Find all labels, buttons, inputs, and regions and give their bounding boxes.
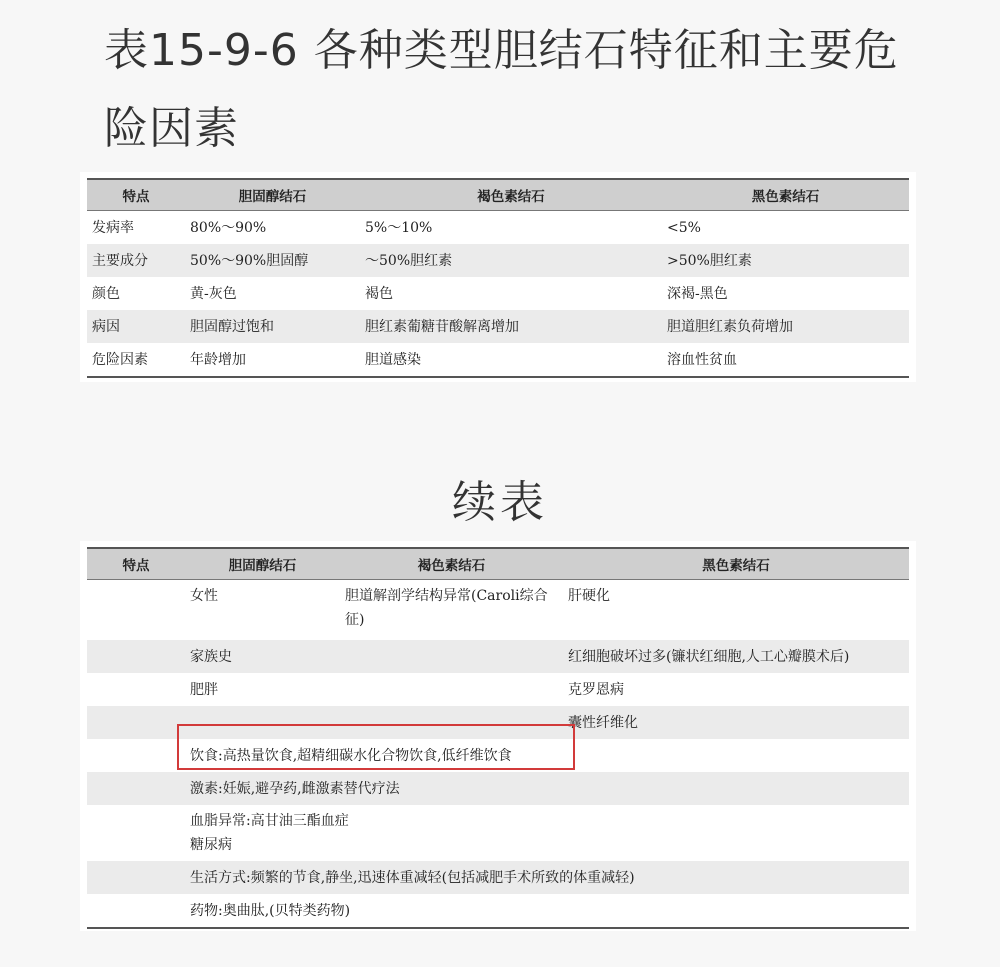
cell-diet-factor: 饮食:高热量饮食,超精细碳水化合物饮食,低纤维饮食 xyxy=(190,747,512,764)
cell-cholesterol: 50%～90%胆固醇 xyxy=(185,244,360,277)
cell-cholesterol: 年龄增加 xyxy=(185,343,360,377)
table-row xyxy=(87,640,909,673)
table-row xyxy=(87,310,909,343)
cell-cholesterol: 家族史 xyxy=(185,640,340,673)
cell-black: 胆道胆红素负荷增加 xyxy=(662,310,909,343)
table-header-row xyxy=(87,548,909,580)
table-row xyxy=(87,861,909,894)
cell-brown: ～50%胆红素 xyxy=(360,244,662,277)
table-row xyxy=(87,343,909,377)
cell-lipid-factor xyxy=(185,805,909,861)
cell-brown: 胆道解剖学结构异常(Caroli综合征) xyxy=(345,588,548,628)
cell-black: 克罗恩病 xyxy=(568,681,624,698)
header-feature: 特点 xyxy=(87,548,185,580)
header-cholesterol: 胆固醇结石 xyxy=(185,179,360,211)
header-feature: 特点 xyxy=(87,179,185,211)
cell-feature xyxy=(87,673,185,706)
cell-brown xyxy=(340,640,563,673)
table-row xyxy=(87,805,909,861)
cell-brown xyxy=(340,673,563,706)
cell-cholesterol: 80%～90% xyxy=(190,219,267,236)
table-row xyxy=(87,673,909,706)
table-row xyxy=(87,894,909,928)
cell-feature: 颜色 xyxy=(92,285,120,302)
cell-line: 血脂异常:高甘油三酯血症 xyxy=(190,813,349,829)
cell-black: >50%胆红素 xyxy=(662,244,909,277)
page-title: 表15-9-6 各种类型胆结石特征和主要危险因素 xyxy=(104,25,899,154)
table-row xyxy=(87,211,909,245)
cell-black: <5% xyxy=(667,219,701,236)
cell-cholesterol: 胆固醇过饱和 xyxy=(185,310,360,343)
cell-black: 红细胞破坏过多(镰状红细胞,人工心瓣膜术后) xyxy=(563,640,909,673)
cell-feature: 主要成分 xyxy=(87,244,185,277)
highlight-box xyxy=(177,724,575,770)
table-row xyxy=(87,277,909,310)
cell-feature xyxy=(87,772,185,805)
cell-feature: 病因 xyxy=(87,310,185,343)
cell-drug-factor: 药物:奥曲肽,(贝特类药物) xyxy=(185,894,909,928)
cell-brown: 胆道感染 xyxy=(360,343,662,377)
header-cholesterol: 胆固醇结石 xyxy=(185,548,340,580)
cell-feature: 发病率 xyxy=(92,219,134,236)
table-card-main xyxy=(80,172,916,382)
cell-brown: 5%～10% xyxy=(365,219,433,236)
header-brown-pigment: 褐色素结石 xyxy=(340,548,563,580)
header-brown-pigment: 褐色素结石 xyxy=(360,179,662,211)
cell-brown: 褐色 xyxy=(365,285,393,302)
table-header-row xyxy=(87,179,909,211)
cell-black: 溶血性贫血 xyxy=(662,343,909,377)
cell-line: 糖尿病 xyxy=(190,837,232,853)
cell-lifestyle-factor: 生活方式:频繁的节食,静坐,迅速体重减轻(包括减肥手术所致的体重减轻) xyxy=(185,861,909,894)
cell-cholesterol: 黄-灰色 xyxy=(190,285,237,302)
header-black-pigment: 黑色素结石 xyxy=(563,548,909,580)
cell-cholesterol: 女性 xyxy=(190,588,218,604)
cell-feature xyxy=(87,580,185,641)
cell-feature xyxy=(87,640,185,673)
table-row xyxy=(87,244,909,277)
continued-table-title: 续表 xyxy=(452,477,548,528)
table-row xyxy=(87,580,909,641)
cell-cholesterol: 肥胖 xyxy=(190,681,218,698)
gallstone-table xyxy=(87,178,909,378)
cell-feature xyxy=(87,739,185,772)
cell-black: 深褐-黑色 xyxy=(667,285,728,302)
cell-feature xyxy=(87,706,185,739)
header-black-pigment: 黑色素结石 xyxy=(662,179,909,211)
cell-hormone-factor: 激素:妊娠,避孕药,雌激素替代疗法 xyxy=(185,772,909,805)
cell-feature xyxy=(87,894,185,928)
cell-black: 肝硬化 xyxy=(568,588,610,604)
cell-black: 囊性纤维化 xyxy=(563,706,909,739)
cell-feature xyxy=(87,805,185,861)
cell-feature xyxy=(87,861,185,894)
cell-brown: 胆红素葡糖苷酸解离增加 xyxy=(360,310,662,343)
table-row xyxy=(87,772,909,805)
cell-feature: 危险因素 xyxy=(87,343,185,377)
